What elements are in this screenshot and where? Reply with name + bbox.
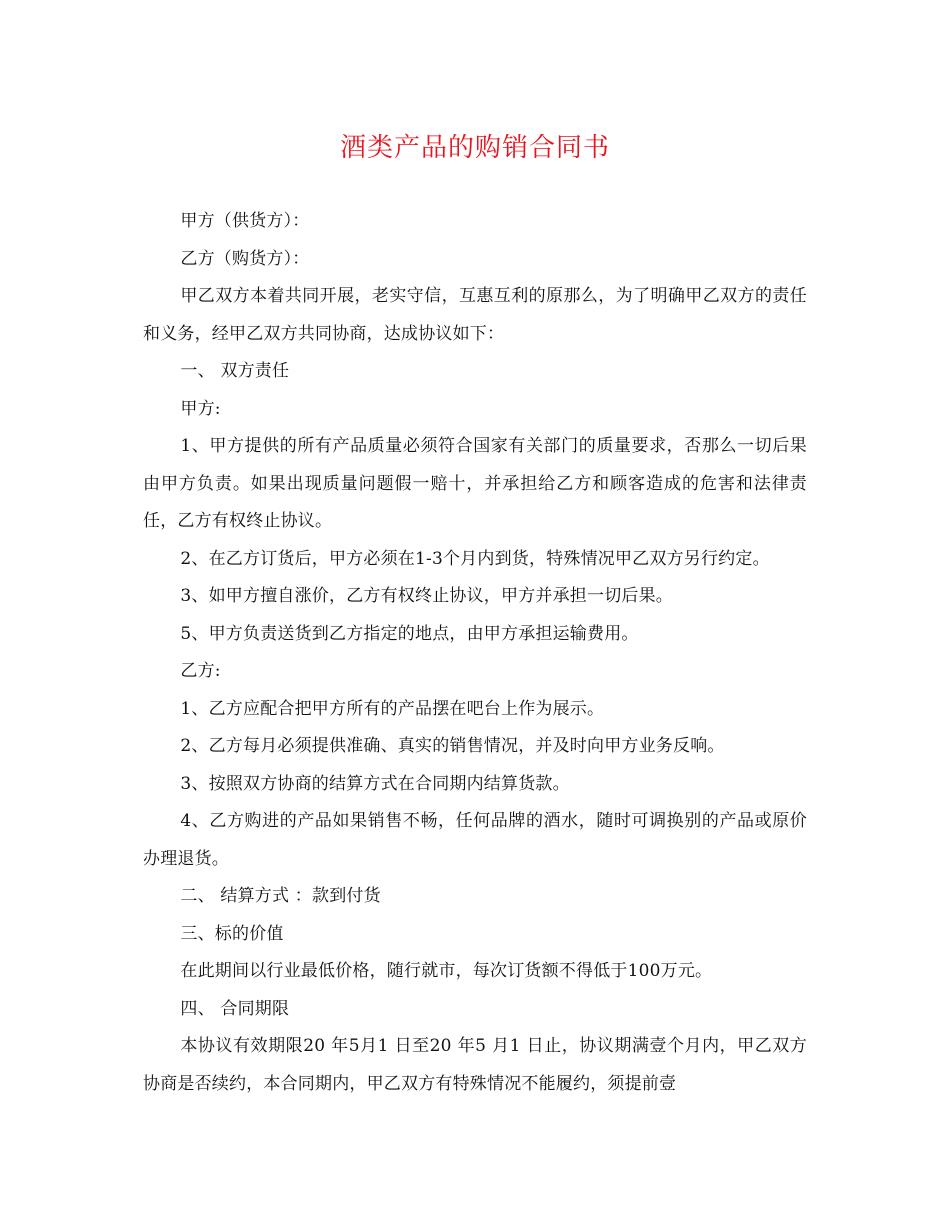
value-paragraph: 在此期间以行业最低价格，随行就市，每次订货额不得低于100万元。 [180, 961, 713, 981]
party-a-subheading: 甲方: [180, 398, 221, 419]
party-a-clause-5: 5、甲方负责送货到乙方指定的地点，由甲方承担运输费用。 [180, 623, 639, 644]
party-a-clause-1: 1、甲方提供的所有产品质量必须符合国家有关部门的质量要求，否那么一切后果由甲方负责。如果出现质量问题假一赔十，并承担给乙方和顾客造成的危害和法律责任，乙方有权终止协议。 [143, 436, 807, 531]
section-heading-settlement: 二、 结算方式 ：款到付货 [180, 886, 381, 906]
section-heading-term: 四、 合同期限 [180, 998, 290, 1019]
party-b-clause-1: 1、乙方应配合把甲方所有的产品摆在吧台上作为展示。 [180, 698, 605, 719]
party-b-subheading: 乙方: [180, 661, 221, 681]
party-a-clause-3: 3、如甲方擅自涨价，乙方有权终止协议，甲方并承担一切后果。 [180, 586, 674, 606]
party-b-clause-2: 2、乙方每月必须提供准确、真实的销售情况，并及时向甲方业务反响。 [180, 736, 725, 756]
party-b-clause-3: 3、按照双方协商的结算方式在合同期内结算货款。 [180, 773, 570, 794]
document-title: 酒类产品的购销合同书 [339, 133, 610, 163]
party-b-clause-4: 4、乙方购进的产品如果销售不畅，任何品牌的酒水，随时可调换别的产品或原价办理退货。 [143, 811, 807, 869]
section-heading-value: 三、标的价值 [180, 923, 284, 944]
term-paragraph: 本协议有效期限20 年5月1 日至20 年5 月1 日止，协议期满壹个月内，甲乙双方协商是否续约，本合同期内，甲乙双方有特殊情况不能履约，须提前壹 [143, 1036, 807, 1094]
section-heading-responsibilities: 一、 双方责任 [180, 361, 290, 381]
preamble-paragraph: 甲乙双方本着共同开展，老实守信，互惠互利的原那么，为了明确甲乙双方的责任和义务，经甲乙双方共同协商，达成协议如下： [143, 286, 807, 344]
party-b-line: 乙方（购货方）： [180, 248, 310, 269]
document-body [143, 203, 807, 1103]
party-a-clause-2: 2、在乙方订货后，甲方必须在1-3个月内到货，特殊情况甲乙双方另行约定。 [180, 548, 770, 569]
party-a-line: 甲方（供货方）： [180, 211, 310, 231]
